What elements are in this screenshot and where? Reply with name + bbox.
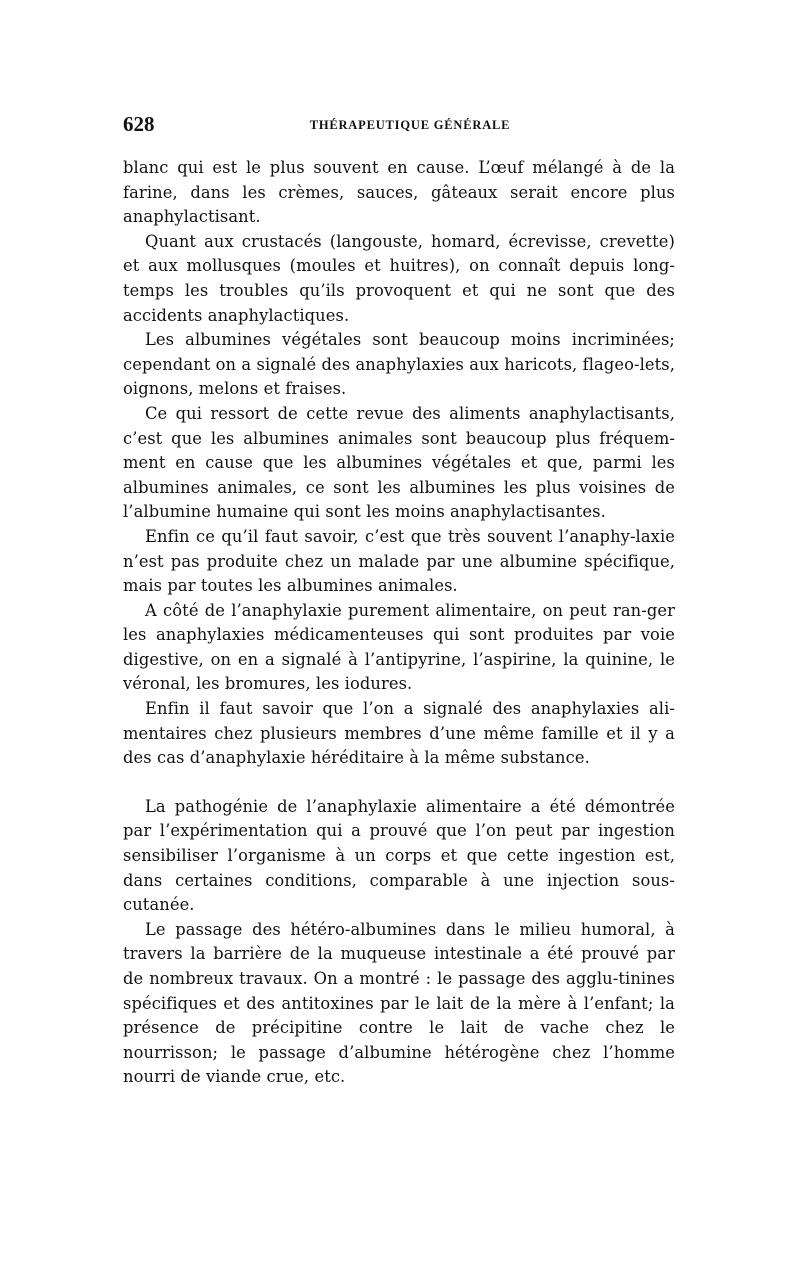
paragraph-hetero-albumins: Le passage des hétéro-albumines dans le milieu humoral, à travers la barrière de la muqueuse intestinale a été prouvé par de nombreux travaux. On a montré : le passage des agglu-tinines spécifiques et des antitoxines par le lait de la mère à l’enfant; la présence de précipitine contre le lait de vache chez le nourrisson; le passage d’albumine hétérogène chez l’homme nourri de viande crue, etc. <box>123 919 675 1087</box>
paragraph-crustaceans: Quant aux crustacés (langouste, homard, écrevisse, crevette) et aux mollusques (moules et huitres), on connaît depuis long-temps les troubles qu’ils provoquent et qui ne sont que des accidents anaphylactiques. <box>123 231 675 325</box>
paragraph-continuation: blanc qui est le plus souvent en cause. L’œuf mélangé à de la farine, dans les crèmes, sauces, gâteaux serait encore plus anaphylactisant. <box>123 158 675 227</box>
running-title: THÉRAPEUTIQUE GÉNÉRALE <box>309 118 511 132</box>
book-page <box>123 112 675 1090</box>
paragraph-medication-anaphylaxis: A côté de l’anaphylaxie purement alimentaire, on peut ran-ger les anaphylaxies médicamenteuses qui sont produites par voie digestive, on en a signalé à l’antipyrine, l’aspirine, la quinine, le véronal, les bromures, les iodures. <box>123 600 675 694</box>
page-number: 628 <box>123 112 155 136</box>
paragraph-review-summary: Ce qui ressort de cette revue des aliments anaphylactisants, c’est que les albumines animales sont beaucoup plus fréquem-ment en cause que les albumines végétales et que, parmi les albumines animales, ce sont les albumines les plus voisines de l’albumine humaine qui sont les moins anaphylactisantes. <box>123 403 675 522</box>
page-header <box>123 112 675 142</box>
paragraph-hereditary-anaphylaxis: Enfin il faut savoir que l’on a signalé des anaphylaxies ali-mentaires chez plusieurs membres d’une même famille et il y a des cas d’anaphylaxie héréditaire à la même substance. <box>123 699 675 768</box>
paragraph-all-animal-albumins: Enfin ce qu’il faut savoir, c’est que très souvent l’anaphy-laxie n’est pas produite chez un malade par une albumine spécifique, mais par toutes les albumines animales. <box>123 526 675 596</box>
paragraph-vegetable-albumins: Les albumines végétales sont beaucoup moins incriminées; cependant on a signalé des anaphylaxies aux haricots, flageo-lets, oignons, melons et fraises. <box>123 330 675 399</box>
body-text <box>123 156 675 1090</box>
paragraph-pathogenesis: La pathogénie de l’anaphylaxie alimentaire a été démontrée par l’expérimentation qui a prouvé que l’on peut par ingestion sensibiliser l’organisme à un corps et que cette ingestion est, dans certaines conditions, comparable à une injection sous-cutanée. <box>123 796 675 915</box>
section-gap <box>123 771 675 795</box>
